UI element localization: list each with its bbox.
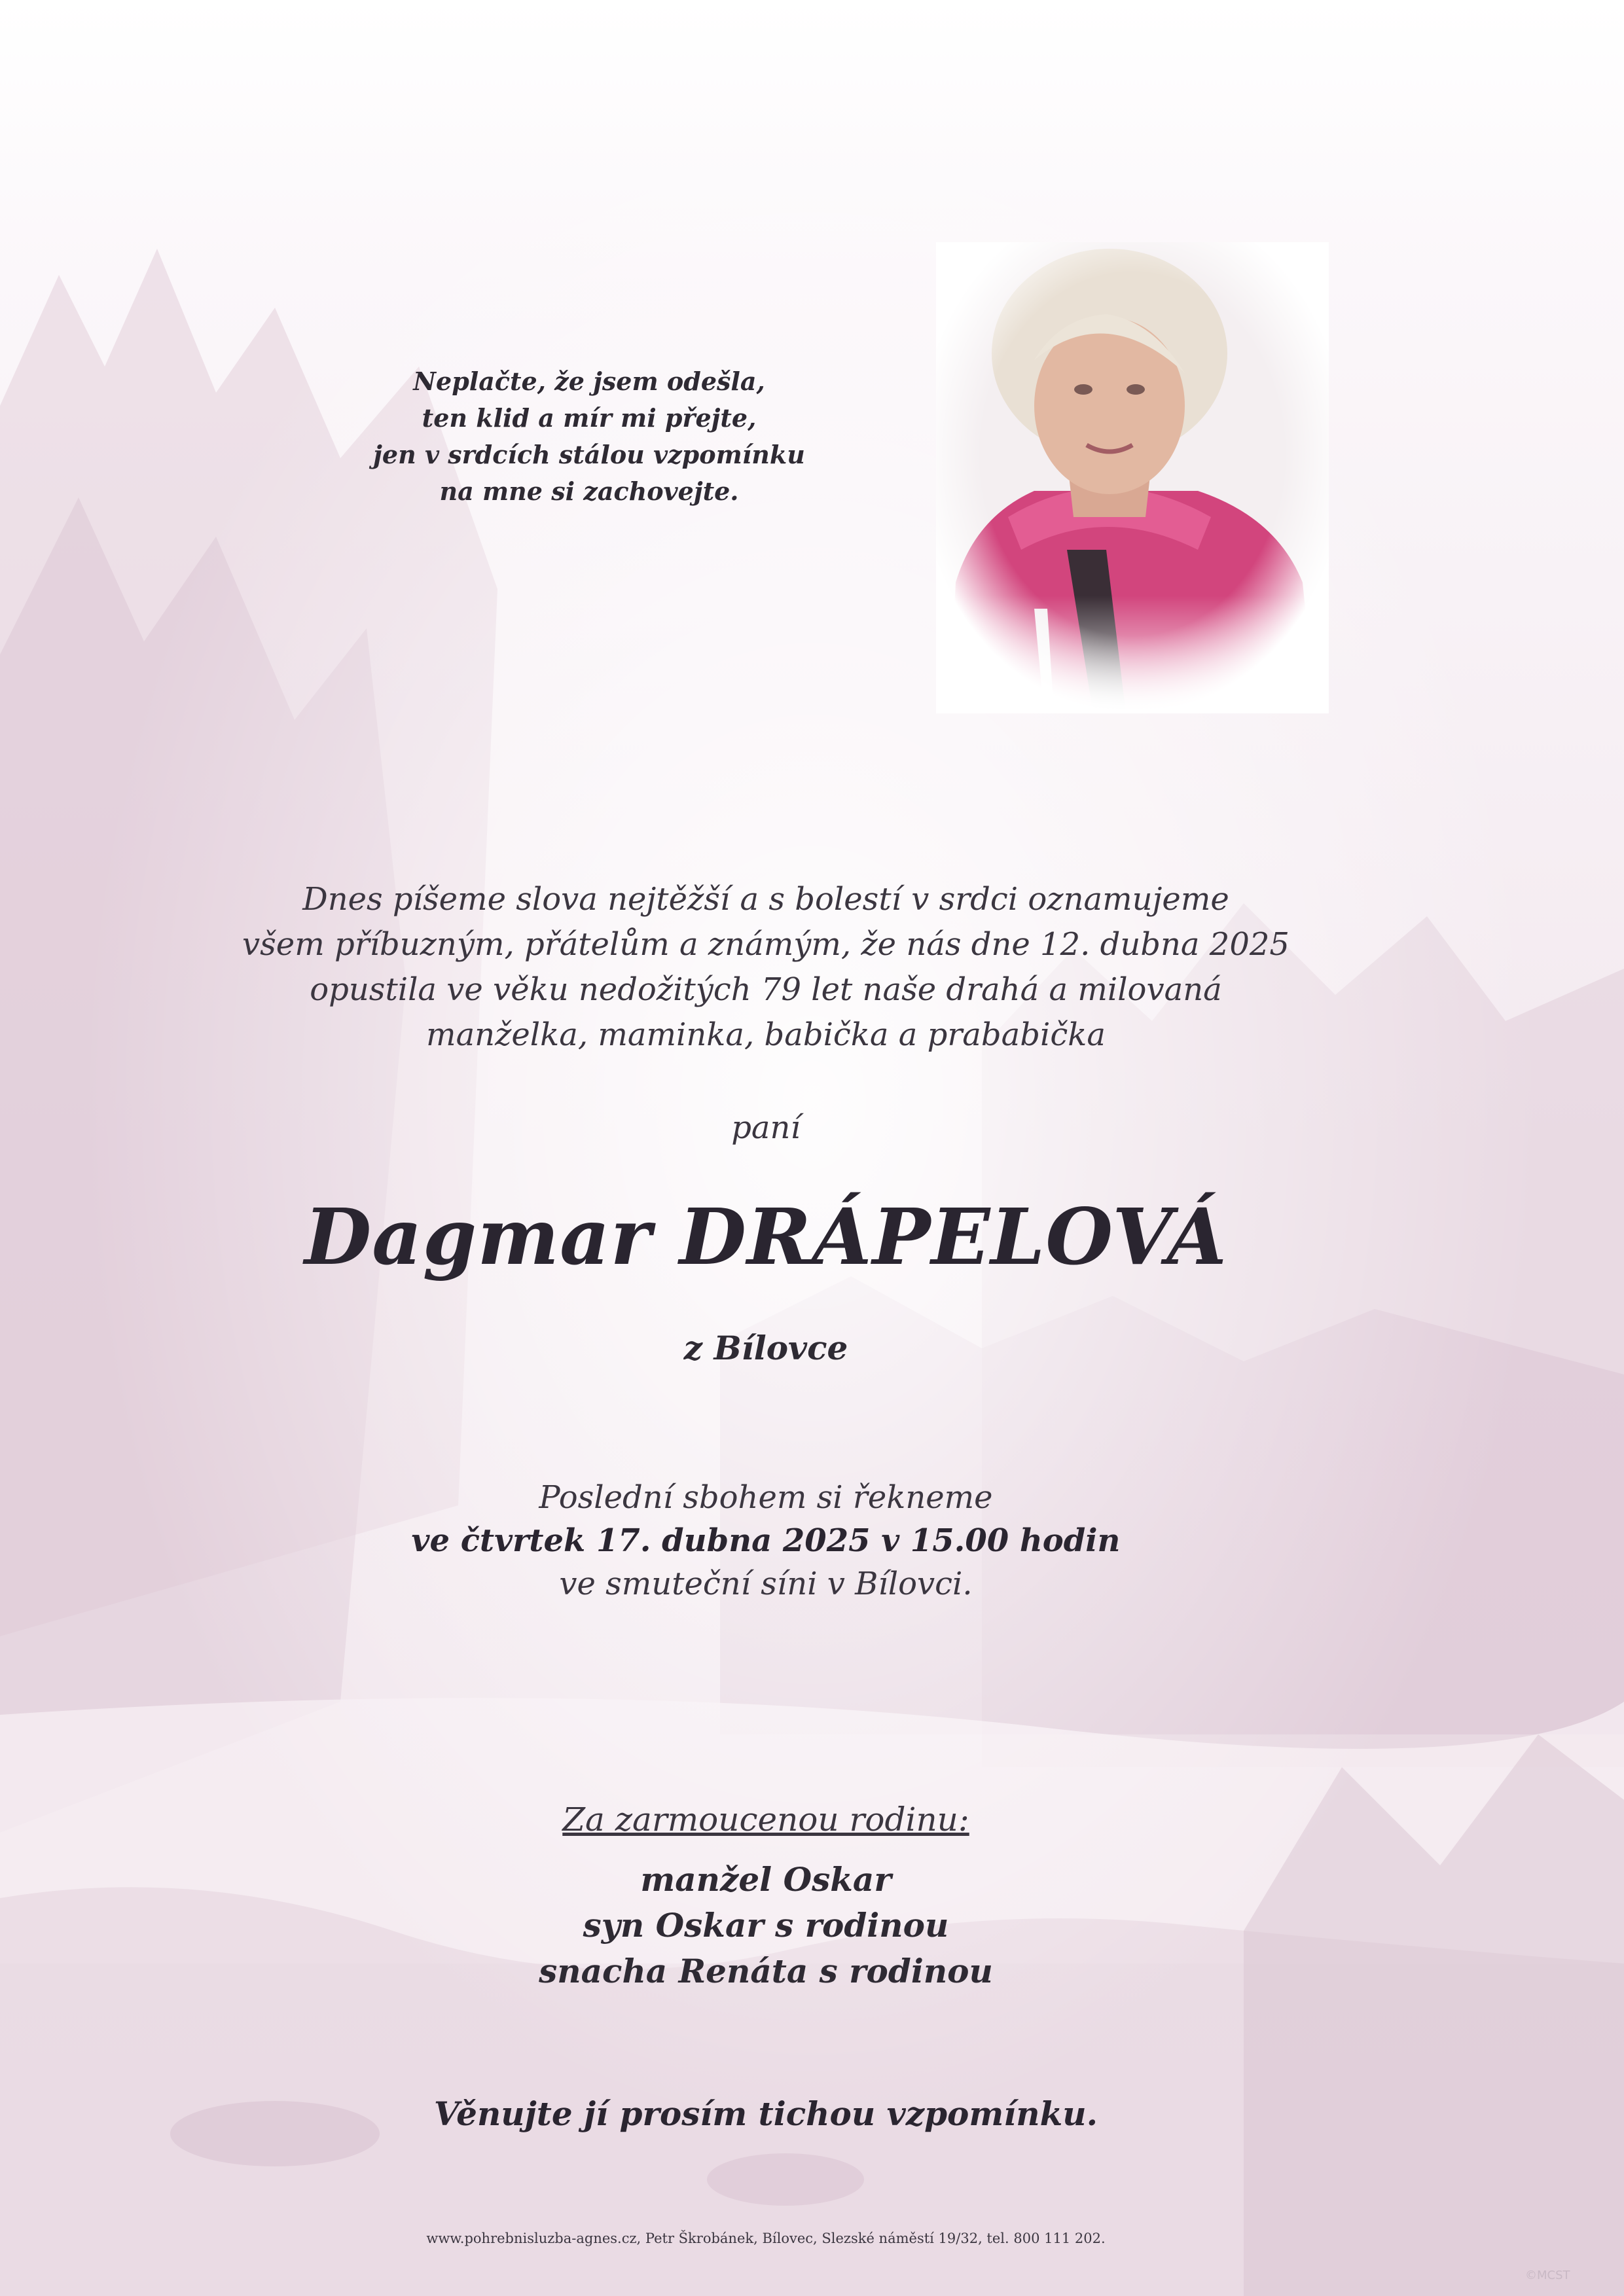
portrait-photo xyxy=(936,242,1329,713)
salutation: paní xyxy=(731,1109,801,1146)
family-section xyxy=(0,1797,1532,1994)
family-member: snacha Renáta s rodinou xyxy=(539,1952,993,1990)
watermark: ©MCST xyxy=(1525,2269,1570,2282)
announcement-line: Dnes píšeme slova nejtěžší a s bolestí v srdci oznamujeme xyxy=(302,881,1229,918)
family-member: manžel Oskar xyxy=(640,1860,892,1899)
funeral-service-footer: www.pohrebnisluzba-agnes.cz, Petr Škrobánek, Bílovec, Slezské náměstí 19/32, tel. 800 111 202. xyxy=(426,2231,1106,2246)
quote-line: na mne si zachovejte. xyxy=(439,476,739,506)
funeral-line: Poslední sbohem si řekneme xyxy=(539,1479,993,1516)
memorial-quote xyxy=(367,363,812,510)
announcement-line: opustila ve věku nedožitých 79 let naše drahá a milovaná xyxy=(310,971,1222,1008)
announcement-line: manželka, maminka, babička a prababička xyxy=(426,1016,1106,1053)
family-member: syn Oskar s rodinou xyxy=(583,1906,949,1945)
funeral-date-time: ve čtvrtek 17. dubna 2025 v 15.00 hodin xyxy=(411,1522,1121,1559)
origin-town: z Bílovce xyxy=(683,1329,848,1367)
death-announcement xyxy=(0,877,1532,1058)
quote-line: jen v srdcích stálou vzpomínku xyxy=(373,440,805,469)
announcement-line: všem příbuzným, přátelům a známým, že nás dne 12. dubna 2025 xyxy=(242,926,1290,963)
deceased-name: Dagmar DRÁPELOVÁ xyxy=(304,1191,1228,1282)
closing-request: Věnujte jí prosím tichou vzpomínku. xyxy=(433,2094,1098,2133)
quote-line: ten klid a mír mi přejte, xyxy=(422,403,757,433)
funeral-venue: ve smuteční síni v Bílovci. xyxy=(559,1566,973,1602)
family-heading: Za zarmoucenou rodinu: xyxy=(562,1801,969,1839)
funeral-info xyxy=(0,1476,1532,1605)
quote-line: Neplačte, že jsem odešla, xyxy=(413,367,765,396)
